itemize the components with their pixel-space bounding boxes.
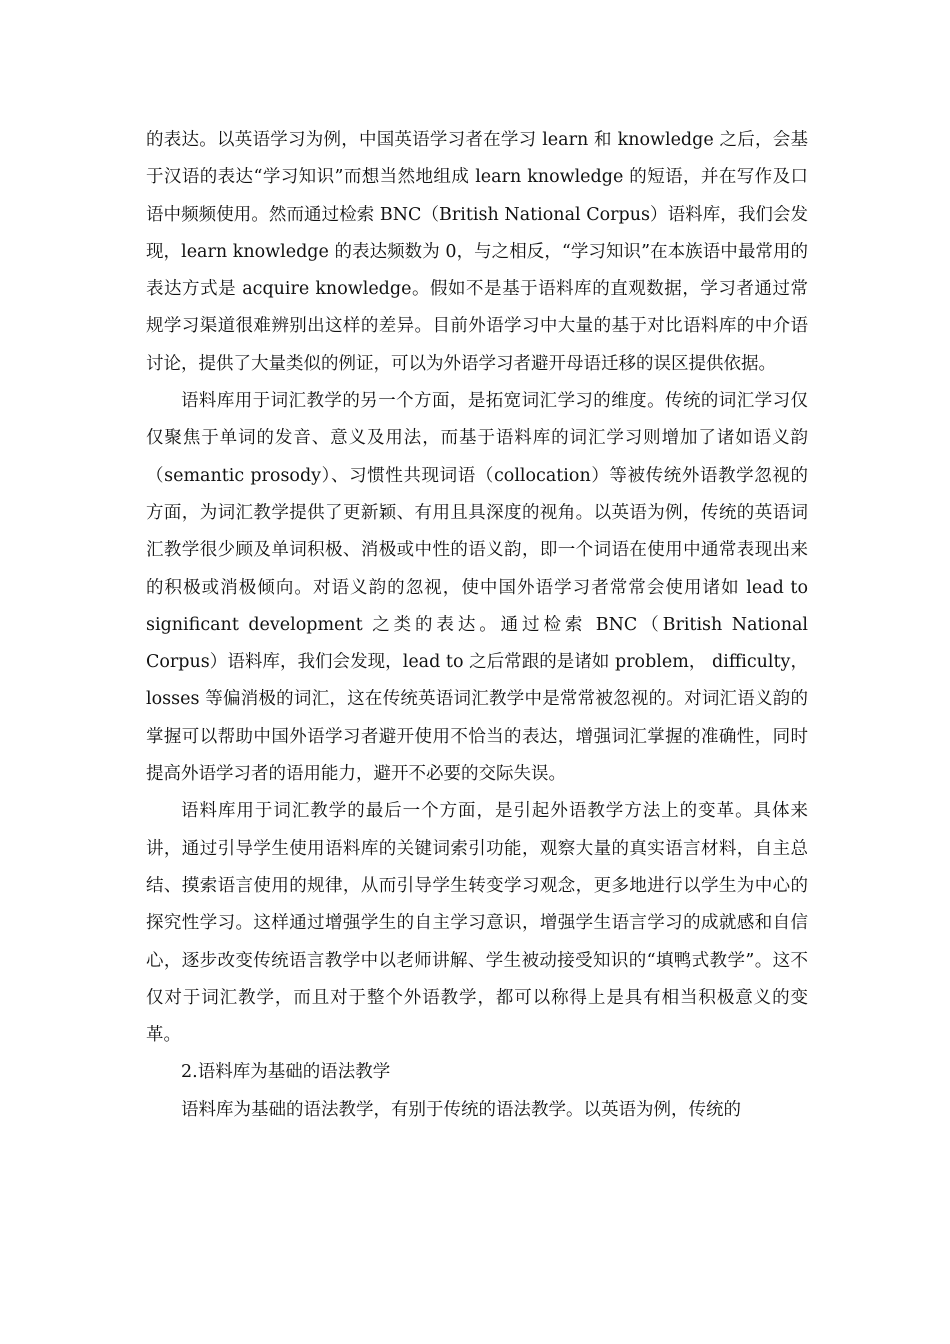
paragraph-grammar-teaching: 语料库为基础的语法教学，有别于传统的语法教学。以英语为例，传统的 — [181, 1099, 741, 1120]
section-heading: 2.语料库为基础的语法教学 — [181, 1062, 391, 1083]
paragraph-teaching-reform: 语料库用于词汇教学的最后一个方面，是引起外语教学方法上的变革。具体来讲，通过引导学生使用语料库的关键词索引功能，观察大量的真实语言材料，自主总结、摸索语言使用的规律，从而引导学生转变学习观念，更多地进行以学生为中心的探究性学习。这样通过增强学生的自主学习意识，增强学生语言学习的成就感和自信心，逐步改变传统语言教学中以老师讲解、学生被动接受知识的“填鸭式教学”。这不仅对于词汇教学，而且对于整个外语教学，都可以称得上是具有相当积极意义的变革。 — [146, 801, 808, 1046]
paragraph-continuation: 的表达。以英语学习为例，中国英语学习者在学习 learn 和 knowledge 之后，会基于汉语的表达“学习知识”而想当然地组成 learn knowledge 的短语，并在写作及口语中频频使用。然而通过检索 BNC（British National Corpus）语料库，我们会发现，learn knowledge 的表达频数为 0，与之相反，“学习知识”在本族语中最常用的表达方式是 acquire knowledge。假如不是基于语料库的直观数据，学习者通过常规学习渠道很难辨别出这样的差异。目前外语学习中大量的基于对比语料库的中介语讨论，提供了大量类似的例证，可以为外语学习者避开母语迁移的误区提供依据。 — [146, 130, 808, 374]
document-body — [146, 122, 808, 1129]
paragraph-semantic-prosody: 语料库用于词汇教学的另一个方面，是拓宽词汇学习的维度。传统的词汇学习仅仅聚焦于单词的发音、意义及用法，而基于语料库的词汇学习则增加了诸如语义韵（semantic prosody）、习惯性共现词语（collocation）等被传统外语教学忽视的方面，为词汇教学提供了更新颖、有用且具深度的视角。以英语为例，传统的英语词汇教学很少顾及单词积极、消极或中性的语义韵，即一个词语在使用中通常表现出来的积极或消极倾向。对语义韵的忽视，使中国外语学习者常常会使用诸如 lead to significant development 之类的表达。通过检索 BNC（British National Corpus）语料库，我们会发现，lead to 之后常跟的是诸如 problem， difficulty， losses 等偏消极的词汇，这在传统英语词汇教学中是常常被忽视的。对词汇语义韵的掌握可以帮助中国外语学习者避开使用不恰当的表达，增强词汇掌握的准确性，同时提高外语学习者的语用能力，避开不必要的交际失误。 — [146, 391, 808, 785]
